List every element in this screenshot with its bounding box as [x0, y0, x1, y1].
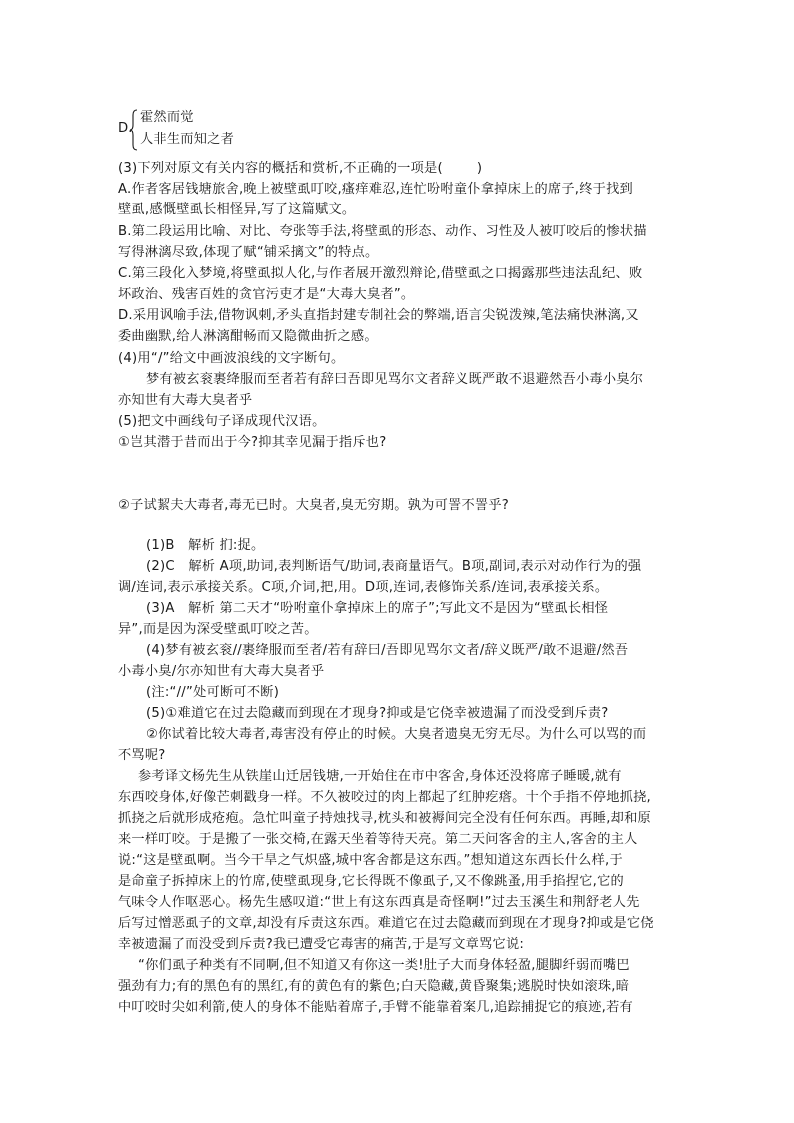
q3-option-a-line2: 壁虱,感慨壁虱长相怪异,写了这篇赋文。: [118, 202, 356, 217]
translation-line-2: 东西咬身体,好像芒刺戳身一样。不久被咬过的肉上都起了红肿疙瘩。十个手指不停地抓挠,: [118, 790, 651, 805]
q3-option-b-line1: B.第二段运用比喻、对比、夸张等手法,将壁虱的形态、动作、习性及人被叮咬后的惨状描: [118, 224, 647, 239]
answer-2-line1: (2)C 解析 A项,助词,表判断语气/助词,表商量语气。B项,副词,表示对动作行为的强: [146, 559, 642, 574]
translation-line-9: 幸被遗漏了而没受到斥责?我已遭受它毒害的痛苦,于是写文章骂它说:: [118, 937, 525, 952]
translation-line-7: 气味令人作呕恶心。杨先生感叹道:“世上有这东西真是奇怪啊!”过去玉溪生和荆舒老人先: [118, 895, 640, 910]
q3-option-d-line2: 委曲幽默,给人淋漓酣畅而又隐微曲折之感。: [118, 329, 378, 344]
q3-option-b-line2: 写得淋漓尽致,体现了赋“铺采摛文”的特点。: [118, 245, 379, 260]
translation-line-3: 抓挠之后就形成疮疱。急忙叫童子持烛找寻,枕头和被褥间完全没有任何东西。再睡,却和原: [118, 811, 651, 826]
q3-option-a-line1: A.作者客居钱塘旅舍,晚上被壁虱叮咬,瘙痒难忍,连忙吩咐童仆拿掉床上的席子,终于找到: [118, 182, 633, 197]
option-d-top: 霍然而觉: [140, 110, 194, 125]
answer-3-line2: 异”,而是因为深受壁虱叮咬之苦。: [118, 622, 318, 637]
q5-stem: (5)把文中画线句子译成现代汉语。: [118, 414, 326, 429]
translation-line-8: 后写过憎恶虱子的文章,却没有斥责这东西。难道它在过去隐藏而到现在才现身?抑或是它侥: [118, 916, 654, 931]
q3-stem: [118, 159, 482, 179]
q4-stem: (4)用“/”给文中画波浪线的文字断句。: [118, 351, 345, 366]
translation-line-4: 来一样叮咬。于是搬了一张交椅,在露天坐着等待天亮。第二天问客舍的主人,客舍的主人: [118, 832, 638, 847]
answer-5-line1: (5)①难道它在过去隐藏而到现在才现身?抑或是它侥幸被遗漏了而没受到斥责?: [146, 706, 609, 721]
q3-option-c-line1: C.第三段化入梦境,将壁虱拟人化,与作者展开激烈辩论,借壁虱之口揭露那些违法乱纪、败: [118, 266, 643, 281]
answer-2-line2: 调/连词,表示承接关系。C项,介词,把,用。D项,连词,表修饰关系/连词,表承接关系。: [118, 580, 609, 595]
q5-sentence-2: ②子试絜夫大毒者,毒无已时。大臭者,臭无穷期。孰为可詈不詈乎?: [118, 498, 510, 513]
answer-4-line1: (4)梦有被玄衮//裹绛服而至者/若有辞曰/吾即见骂尔文者/辞义既严/敢不退避/然吾: [146, 643, 629, 658]
translation-line-11: 强劲有力;有的黑色有的黑红,有的黄色有的紫色;白天隐藏,黄昏聚集;逃脱时快如滚珠,暗: [118, 979, 630, 994]
answer-5-line2: ②你试着比较大毒者,毒害没有停止的时候。大臭者遗臭无穷无尽。为什么可以骂的而: [146, 727, 647, 742]
answer-3-line1: (3)A 解析 第二天才“吩咐童仆拿掉床上的席子”;写此文不是因为“壁虱长相怪: [146, 601, 609, 616]
option-d-bottom: 人非生而知之者: [140, 132, 235, 147]
translation-line-5: 说:“这是壁虱啊。当今干旱之气炽盛,城中客舍都是这东西。”想知道这东西长什么样,于: [118, 853, 623, 868]
translation-line-10: “你们虱子种类有不同啊,但不知道又有你这一类!肚子大而身体轻盈,腿脚纤弱而嘴巴: [138, 958, 630, 973]
q3-stem-text: (3)下列对原文有关内容的概括和赏析,不正确的一项是(: [118, 161, 443, 176]
translation-line-1: 参考译文杨先生从铁崖山迁居钱塘,一开始住在市中客舍,身体还没将席子睡暖,就有: [138, 769, 622, 784]
translation-line-6: 是命童子拆掉床上的竹席,使壁虱现身,它长得既不像虱子,又不像跳蚤,用手掐捏它,它的: [118, 874, 624, 889]
q4-text-line1: 梦有被玄衮裹绛服而至者若有辞曰吾即见骂尔文者辞义既严敢不退避然吾小毒小臭尔: [146, 372, 644, 387]
answer-1: (1)B 解析 扪:捉。: [146, 538, 265, 553]
q3-option-c-line2: 坏政治、残害百姓的贪官污吏才是“大毒大臭者”。: [118, 287, 415, 302]
q3-option-d-line1: D.采用讽喻手法,借物讽刺,矛头直指封建专制社会的弊端,语言尖锐泼辣,笔法痛快淋漓,又: [118, 308, 639, 323]
answer-4-line2: 小毒小臭/尔亦知世有大毒大臭者乎: [118, 664, 325, 679]
answer-4-note: (注:“//”处可断可不断): [146, 685, 280, 700]
option-d-label: D.: [118, 121, 133, 136]
q3-stem-end: ): [476, 161, 483, 176]
translation-line-12: 中叮咬时尖如利箭,使人的身体不能贴着席子,手臂不能靠着案几,追踪捕捉它的痕迹,若有: [118, 1000, 633, 1015]
answer-5-line3: 不骂呢?: [118, 748, 166, 763]
q5-sentence-1: ①岂其潜于昔而出于今?抑其幸见漏于指斥也?: [118, 435, 387, 450]
q4-text-line2: 亦知世有大毒大臭者乎: [118, 393, 253, 408]
curly-brace-icon: [129, 109, 139, 151]
